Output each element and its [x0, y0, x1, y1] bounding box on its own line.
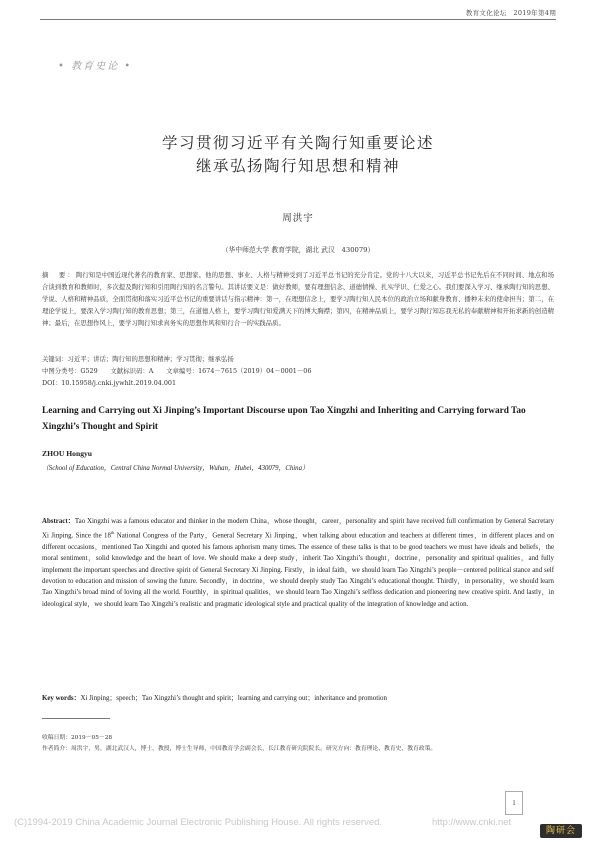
english-keywords-text: Xi Jinping；speech；Tao Xingzhi’s thought and spirit；learning and carrying out；inheritance and promotion	[80, 695, 387, 702]
english-abstract-label: Abstract：	[42, 518, 75, 525]
english-abstract	[42, 516, 554, 610]
footnote-rule	[42, 718, 110, 719]
english-keywords-label: Key words：	[42, 695, 81, 702]
running-head: 教育文化论坛 2019年第4期	[465, 9, 556, 17]
cnki-url: http://www.cnki.net	[432, 817, 512, 828]
keywords-zh: 关键词：习近平；讲话；陶行知的思想和精神；学习贯彻；继承弘扬	[42, 355, 234, 363]
abstract-label: 摘 要：	[42, 271, 76, 279]
chinese-abstract	[42, 269, 554, 329]
english-author: ZHOU Hongyu	[42, 449, 93, 458]
abstract-text: 陶行知是中国近现代著名的教育家、思想家。他的思想、事业、人格与精神受到了习近平总书记的充分肯定。党的十八大以来，习近平总书记先后在不同时间、地点和场合谈到教育和教师时，多次提及陶行知和引用陶行知的名言警句。其讲话要义是：做好教师，要有理想信念、道德情操、扎实学识、仁爱之心。我们要深入学习、继承陶行知的思想、学说、人格和精神品质，全面贯彻和落实习近平总书记的重要讲话与指示精神：第一，在理想信念上，要学习陶行知人民本位的政治立场和献身教育、播种未来的使命担当；第二，在理论学说上，要深入学习陶行知的教育思想；第三，在道德人格上，要学习陶行知爱满天下的博大胸襟；第四，在精神品质上，要学习陶行知忘我无私的奉献精神和开拓求新的创造精神；最后，在思想作风上，要学习陶行知求真务实的思想作风和知行合一的实践品质。	[42, 271, 555, 327]
english-abstract-text-1: Tao Xingzhi was a famous educator and thinker in the modern China，whose thought，career，personality and spirit have received full confirmation by General Sacretary Xi Jinping. Since the 18	[42, 518, 554, 540]
doi-line: DOI：10.15958/j.cnki.jywhlt.2019.04.001	[42, 379, 177, 387]
classification-line: 中图分类号：G529 文献标识码：A 文章编号：1674－7615（2019）04－0001－06	[42, 367, 312, 375]
footnote-received: 收稿日期：2019－05－28	[42, 735, 113, 741]
english-affiliation	[42, 462, 309, 472]
author-name: 周洪宇	[282, 213, 314, 224]
english-title: Learning and Carrying out Xi Jinping’s Important Discourse upon Tao Xingzhi and Inheriting and Carrying forward Tao Xingzhi’s Thought and Spirit	[42, 406, 526, 432]
english-abstract-text-2: National Congress of the Party，General Secretary Xi Jinping，when talking about education and teachers at different times，in different places and on different occasions，mentioned Tao Xingzhi and quoted his famous aphorism many times. The essence of these talks is that to be good teachers we must have ideals and beliefs，the moral sentiment，solid knowledge and the heart of love. We should make a deep study，inherit Tao Xingzhi’s thought，doctrine，personality and spiritual qualities，and fully implement the important speeches and directive spirit of General Secretary Xi Jinping. Firstly，in ideal faith，we should learn Tao Xingzhi’s people－centered political stance and self devotion to education and mission of sowing the future. Secondly，in doctrine，we should deeply study Tao Xingzhi’s educational thought. Thirdly，in personality，we should learn Tao Xingzhi’s broad mind of loving all the world. Fourthly，in spiritual qualities，we should learn Tao Xingzhi’s selfless dedication and pioneering new creative spirit. And lastly，in ideological style，we should learn Tao Xingzhi’s realistic and pragmatic ideological style and practical quality of the integration of knowledge and action.	[42, 532, 554, 608]
page-number: 1	[505, 791, 523, 815]
english-affiliation-text: （School of Education，Central China Normal University，Wuhan，Hubei，430079，China）	[42, 465, 309, 472]
title-line-2: 继承弘扬陶行知思想和精神	[195, 157, 400, 175]
superscript-th: th	[110, 530, 115, 536]
footnote-bio: 作者简介：周洪宇，男，湖北武汉人，博士，教授，博士生导师，中国教育学会副会长，长江教育研究院院长。研究方向：教育理论、教育史、教育政策。	[42, 746, 437, 752]
author-affiliation: （华中师范大学 教育学院，湖北 武汉 430079）	[221, 246, 375, 254]
publisher-logo: 陶研会	[540, 824, 582, 838]
chinese-meta	[42, 353, 554, 389]
title-line-1: 学习贯彻习近平有关陶行知重要论述	[161, 134, 434, 152]
copyright-watermark: (C)1994-2019 China Academic Journal Electronic Publishing House. All rights reserved.	[14, 817, 383, 828]
column-tag: • 教育史论 •	[58, 61, 133, 72]
header-rule	[40, 19, 556, 20]
english-keywords	[42, 692, 554, 702]
